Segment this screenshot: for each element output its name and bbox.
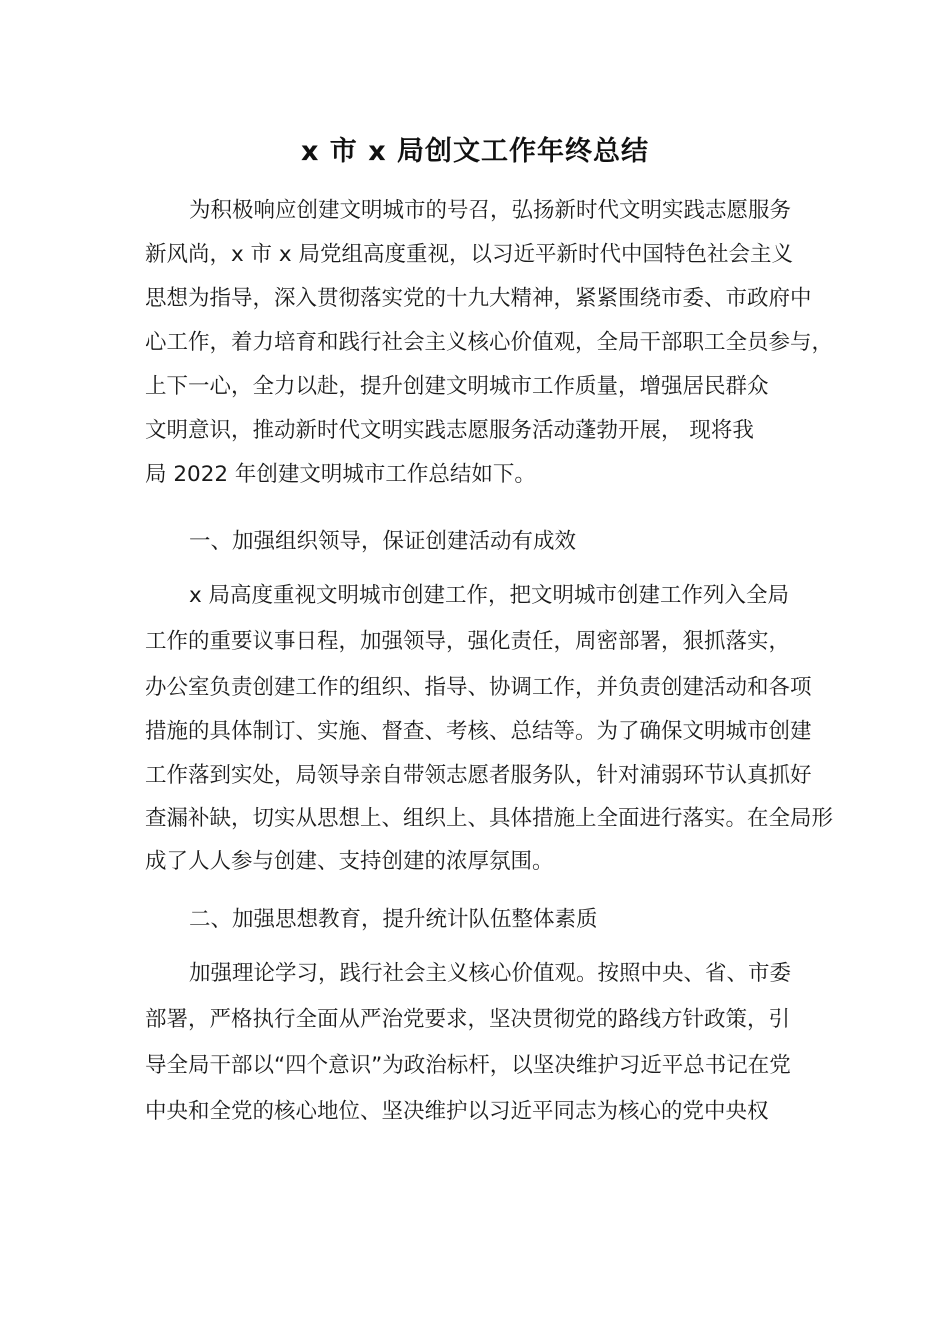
document-title: x 市 x 局创文工作年终总结 — [300, 136, 650, 167]
paragraph-1-line-3: 思想为指导，深入贯彻落实党的十九大精神，紧紧围绕市委、市政府中 — [145, 286, 812, 311]
paragraph-1-line-1: 为积极响应创建文明城市的号召，弘扬新时代文明实践志愿服务 — [189, 198, 792, 223]
paragraph-3-line-1: 加强理论学习，践行社会主义核心价值观。按照中央、省、市委 — [189, 961, 792, 986]
section-heading-2: 二、加强思想教育，提升统计队伍整体素质 — [189, 907, 598, 932]
paragraph-3-line-2: 部署，严格执行全面从严治党要求，坚决贯彻党的路线方针政策，引 — [145, 1007, 791, 1032]
paragraph-2-line-6: 查漏补缺，切实从思想上、组织上、具体措施上全面进行落实。在全局形 — [145, 806, 834, 831]
paragraph-1-line-4: 心工作，着力培育和践行社会主义核心价值观，全局干部职工全员参与， — [145, 330, 834, 355]
paragraph-1-line-5: 上下一心，全力以赴，提升创建文明城市工作质量，增强居民群众 — [145, 374, 769, 399]
paragraph-3-line-4: 中央和全党的核心地位、坚决维护以习近平同志为核心的党中央权 — [145, 1099, 769, 1124]
paragraph-2-line-4: 措施的具体制订、实施、督查、考核、总结等。为了确保文明城市创建 — [145, 719, 812, 744]
paragraph-2-line-7: 成了人人参与创建、支持创建的浓厚氛围。 — [145, 849, 554, 874]
section-heading-1: 一、加强组织领导，保证创建活动有成效 — [189, 529, 577, 554]
paragraph-2-line-1: x 局高度重视文明城市创建工作，把文明城市创建工作列入全局 — [189, 583, 790, 608]
paragraph-1-line-6: 文明意识，推动新时代文明实践志愿服务活动蓬勃开展， 现将我 — [145, 418, 754, 443]
paragraph-2-line-5: 工作落到实处，局领导亲自带领志愿者服务队，针对浦弱环节认真抓好 — [145, 763, 812, 788]
paragraph-1-line-2: 新风尚，x 市 x 局党组高度重视，以习近平新时代中国特色社会主义 — [145, 242, 793, 267]
paragraph-2-line-3: 办公室负责创建工作的组织、指导、协调工作，并负责创建活动和各项 — [145, 675, 812, 700]
paragraph-3-line-3: 导全局干部以“四个意识”为政治标杆，以坚决维护习近平总书记在党 — [145, 1053, 791, 1078]
paragraph-1-line-7: 局 2022 年创建文明城市工作总结如下。 — [145, 462, 536, 487]
paragraph-2-line-2: 工作的重要议事日程，加强领导，强化责任，周密部署，狠抓落实， — [145, 629, 791, 654]
